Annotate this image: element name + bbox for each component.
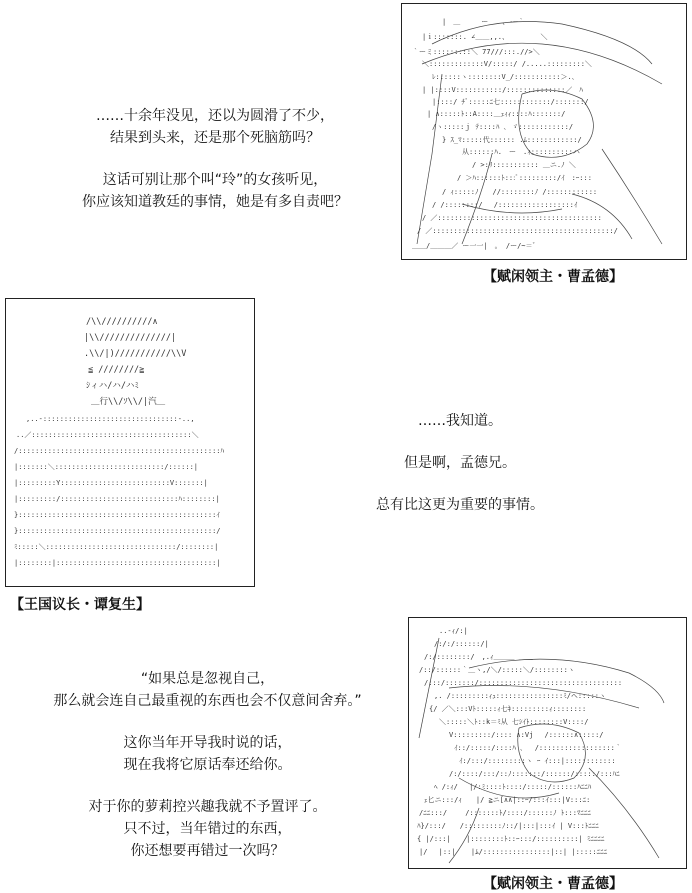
svg-text:..-ｨ/:|: ..-ｨ/:| bbox=[439, 627, 468, 635]
ascii-art-portrait bbox=[409, 618, 686, 868]
svg-text:{ |/:::| |::::::::ﾄ::ｰ:::/::: { |/:::| |::::::::ﾄ::ｰ:::/::::::::::| ﾐﾆﾆﾆﾆ bbox=[417, 835, 605, 843]
ascii-art-portrait bbox=[6, 299, 254, 586]
dialog-line: ……十余年没见，还以为圆滑了不少， bbox=[96, 108, 334, 124]
svg-text:/ >:ﾘ::::::::::: ＿ニ.ﾉ ＼: / >:ﾘ::::::::::: ＿ニ.ﾉ ＼ bbox=[472, 161, 576, 169]
svg-text:|::::/ ﾁﾞ:::::ﾆ七::::::::::::/:: |::::/ ﾁﾞ:::::ﾆ七::::::::::::/:::::::/ bbox=[432, 98, 589, 106]
svg-text:＼:::::::::::::V/:::::/ /.....:: ＼:::::::::::::V/:::::/ /.....:::::::::＼ bbox=[422, 60, 592, 68]
dialog-line: “如果总是忽视自己， bbox=[140, 671, 275, 687]
svg-text:ｪ匕ニ:::/ｨ |/ ≧ニ[∧∧|::ｰ/:::ｲ:::: ｪ匕ニ:::/ｨ |/ ≧ニ[∧∧|::ｰ/:::ｲ:::|V:::ﾆ: bbox=[424, 796, 591, 804]
svg-text:ｼィハ/ハ/ハﾐ: ｼィハ/ハ/ハﾐ bbox=[86, 381, 139, 391]
svg-text:从::::::ﾊ. ー .ｨ::::::::::ハ: 从::::::ﾊ. ー .ｨ::::::::::ハ bbox=[462, 148, 580, 156]
portrait-panel-tanfusheng bbox=[5, 298, 255, 587]
svg-text:/:::/:::::::/:::::::::::::::::: /:::/:::::::/:::::::::::::::::::::::::::::::::: bbox=[424, 679, 623, 687]
ascii-art-portrait bbox=[402, 4, 686, 259]
scene2-dialog bbox=[340, 410, 580, 516]
svg-text:|\\//////////////|: |\\//////////////| bbox=[84, 333, 177, 343]
svg-text:|::::::::|::::::::::::::::::::: |::::::::|::::::::::::::::::::::::::::::::::::::| bbox=[14, 559, 221, 567]
svg-text:/ /::::::::/ /:::::::::::::::: / /::::::::/ /::::::::::::::::::ｲ bbox=[432, 201, 578, 209]
svg-text:|:::::::::/:::::::::::::::::::: |:::::::::/::::::::::::::::::::::::::::ﾊ::::::::| bbox=[14, 495, 220, 503]
svg-text:} ｽ_ﾏ:::::代:::::: .ﾑ::::::::::: } ｽ_ﾏ:::::代:::::: .ﾑ::::::::::::/ bbox=[442, 136, 582, 144]
svg-text:,. /:::::::::ｨｭ:::::::::::::::: ,. /:::::::::ｨｭ::::::::::::::::ﾐ/ヘ:::::ヽ bbox=[434, 692, 607, 700]
svg-text:/:/::::/:::/::ﾉ:::::::/::::::/: /:/::::/:::/::ﾉ:::::::/::::::/:::::/:::ﾊﾆ bbox=[449, 770, 620, 778]
svg-text:ｲ:/:::/:::::::::ヽ ｰ ｲ:::|:::::: ｲ:/:::/:::::::::ヽ ｰ ｲ:::|:::::::::::: bbox=[459, 757, 616, 765]
svg-text:|ｉ:::::::. ∠＿＿,,.、 ＼: |ｉ:::::::. ∠＿＿,,.、 ＼ bbox=[422, 33, 548, 41]
svg-text:＿行\\/ｿ\\/|汽＿: ＿行\\/ｿ\\/|汽＿ bbox=[91, 397, 166, 407]
svg-text:.\\/|)///////////\\V: .\\/|)///////////\\V bbox=[84, 349, 187, 359]
svg-text:/ ｨ:::::ﾉ //::::::::ﾉ /::::::: / ｨ:::::ﾉ //::::::::ﾉ /:::::::::::: bbox=[442, 188, 598, 196]
svg-text:/:::::::::::::::::::::::::::::: /::::::::::::::::::::::::::::::::::::::::::::::::ﾊ bbox=[14, 447, 225, 455]
svg-text:/ﾆﾆ:::/ /:::::::ﾄ/::::/:::::: /ﾆﾆ:::/ /:::::::ﾄ/::::/::::::ﾉ ﾄ:::ﾏﾆﾆﾆ bbox=[419, 809, 591, 817]
svg-text:| ＿ ー 、-─｀: | ＿ ー 、-─｀ bbox=[442, 18, 525, 26]
dialog-line: 结果到头来，还是那个死脑筋吗？ bbox=[110, 130, 320, 146]
svg-text:ﾊ}/:::/ /:::::::::ﾉ::/|:::|::: ﾊ}/:::/ /:::::::::ﾉ::/|:::|:::ｲ | V:::ﾄﾆﾆﾆ bbox=[417, 822, 599, 830]
svg-text:＼:::::＼ﾄ::k＝ﾐ从 七ｼｲﾄ::::::::V::: ＼:::::＼ﾄ::k＝ﾐ从 七ｼｲﾄ::::::::V::::/ bbox=[439, 718, 589, 726]
svg-text:..／:::::::::::::::::::::::::::: ..／::::::::::::::::::::::::::::::::::::::＼ bbox=[16, 431, 199, 439]
dialog-line: 这你当年开导我时说的话， bbox=[123, 735, 292, 751]
svg-text:| |::::V:::::::::::/::::::::::: | |::::V:::::::::::/::::::::::::::／ ﾊ bbox=[422, 86, 583, 94]
dialog-line: 但是啊，孟德兄。 bbox=[404, 455, 516, 471]
svg-text:}:::::::::::::::::::::::::::::: }:::::::::::::::::::::::::::::::::::::::::::::::/ bbox=[14, 527, 221, 535]
svg-text:V:::::::::/:::: ∧:Vj /::::::: V:::::::::/:::: ∧:Vj /::::::∧:::::/ bbox=[449, 731, 604, 739]
dialog-line: 你还想要再错过一次吗？ bbox=[130, 843, 285, 859]
caption-caomengde-1: 【赋闲领主・曹孟德】 bbox=[483, 269, 623, 285]
svg-text:|/ |::| |ﾑ/::::::::::::::::: |/ |::| |ﾑ/::::::::::::::::|::| |:::::ﾆﾆﾆ bbox=[419, 848, 608, 856]
scene3-dialog bbox=[15, 668, 400, 862]
dialog-line: 你应该知道教廷的事情，她是有多自责吧？ bbox=[82, 194, 348, 210]
dialog-line: 这话可别让那个叫“玲”的女孩听见， bbox=[102, 172, 328, 188]
svg-text:/:/:/::::::/|: /:/:/::::::/| bbox=[434, 640, 489, 648]
svg-text:≦ ////////≧: ≦ ////////≧ bbox=[88, 365, 145, 375]
svg-text:/::/::::::｀＿ヽ,/＼/:::::＼/::::::: /::/::::::｀＿ヽ,/＼/:::::＼/::::::::ヽ bbox=[419, 666, 575, 674]
svg-text:ﾐ:::::＼:::::::::::::::::::::::: ﾐ:::::＼:::::::::::::::::::::::::::::::/::::::::| bbox=[14, 543, 219, 551]
svg-text:/ヽ:::::ｊ ﾃ::::ﾊ ､ ゞ:::::::::::: /ヽ:::::ｊ ﾃ::::ﾊ ､ ゞ::::::::::::/ bbox=[432, 123, 574, 131]
svg-text:ﾍ /:ｨ/ |/:ﾐ::::ﾄ::::/:::::/::: ﾍ /:ｨ/ |/:ﾐ::::ﾄ::::/:::::/::::::ﾊﾆﾆﾊ bbox=[434, 783, 592, 791]
scene1-dialog bbox=[40, 105, 390, 213]
svg-text:/ ＞ﾊ::::::ﾄ:::ﾟ:::::::::/ｲ :ｰ:: / ＞ﾊ::::::ﾄ:::ﾟ:::::::::/ｲ :ｰ::: bbox=[457, 174, 592, 182]
dialog-line: 只不过，当年错过的东西， bbox=[123, 821, 292, 837]
svg-text:{/ ／＼:::Vﾄ:::::ｨ七ｷ:::::::::ｨ::: {/ ／＼:::Vﾄ:::::ｨ七ｷ:::::::::ｨ:::::::: bbox=[429, 705, 587, 713]
caption-caomengde-2: 【赋闲领主・曹孟德】 bbox=[483, 876, 623, 892]
svg-text:｀ーミ:::::::::＼ 77///:::.//>＼: ｀ーミ:::::::::＼ 77///:::.//>＼ bbox=[412, 48, 540, 56]
dialog-line: 那么就会连自己最重视的东西也会不仅意间舍弃。” bbox=[53, 693, 362, 709]
dialog-line: 现在我将它原话奉还给你。 bbox=[123, 757, 292, 773]
svg-text:/\\//////////∧: /\\//////////∧ bbox=[86, 317, 158, 327]
portrait-panel-caomengde-2 bbox=[408, 617, 687, 869]
caption-tanfusheng: 【王国议长・谭复生】 bbox=[10, 597, 150, 613]
svg-text:/ ／:::::::::::::::::::::::::::: / ／:::::::::::::::::::::::::::::::::::::::::::/ bbox=[417, 227, 618, 235]
svg-text:|:::::::::Y:::::::::::::::::::: |:::::::::Y::::::::::::::::::::::::::V:::::::| bbox=[14, 479, 208, 487]
portrait-panel-caomengde-1 bbox=[401, 3, 687, 260]
svg-text:|:::::::＼:::::::::::::::::::::: |:::::::＼::::::::::::::::::::::::::/::::::| bbox=[14, 463, 199, 471]
dialog-line: ……我知道。 bbox=[418, 413, 502, 429]
svg-text:ｲ::/:::::/::::ﾊ ､ /::::::::::: ｲ::/:::::/::::ﾊ ､ /::::::::::::::::::｀ bbox=[454, 744, 622, 752]
svg-text:ﾚ::::::ヽ::::::::V_/:::::::::::: ﾚ::::::ヽ::::::::V_/:::::::::::＞.､ bbox=[432, 73, 576, 81]
svg-text:/:/::::::::/ ,.ｨ＿＿＿ ＿＿: /:/::::::::/ ,.ｨ＿＿＿ ＿＿ bbox=[424, 653, 533, 661]
svg-text:/ ／:::::::::::::::::::::::::::: / ／::::::::::::::::::::::::::::::::::::::: bbox=[422, 214, 602, 222]
dialog-line: 总有比这更为重要的事情。 bbox=[376, 497, 544, 513]
svg-text:＿＿/＿＿＿／ ー一一| 。 /ー/~＝ﾞ: ＿＿/＿＿＿／ ー一一| 。 /ー/~＝ﾞ bbox=[412, 242, 537, 250]
dialog-line: 对于你的萝莉控兴趣我就不予置评了。 bbox=[88, 799, 327, 815]
svg-text:,..-::::::::::::::::::::::::::: ,..-::::::::::::::::::::::::::::::::-.., bbox=[26, 415, 195, 423]
svg-text:| ∧:::::ﾄ::A::::＿ｪｨｨ::::ﾊ:::::: | ∧:::::ﾄ::A::::＿ｪｨｨ::::ﾊ:::::::/ bbox=[427, 110, 566, 118]
svg-text:}:::::::::::::::::::::::::::::: }:::::::::::::::::::::::::::::::::::::::::::::::ｲ bbox=[14, 511, 220, 519]
